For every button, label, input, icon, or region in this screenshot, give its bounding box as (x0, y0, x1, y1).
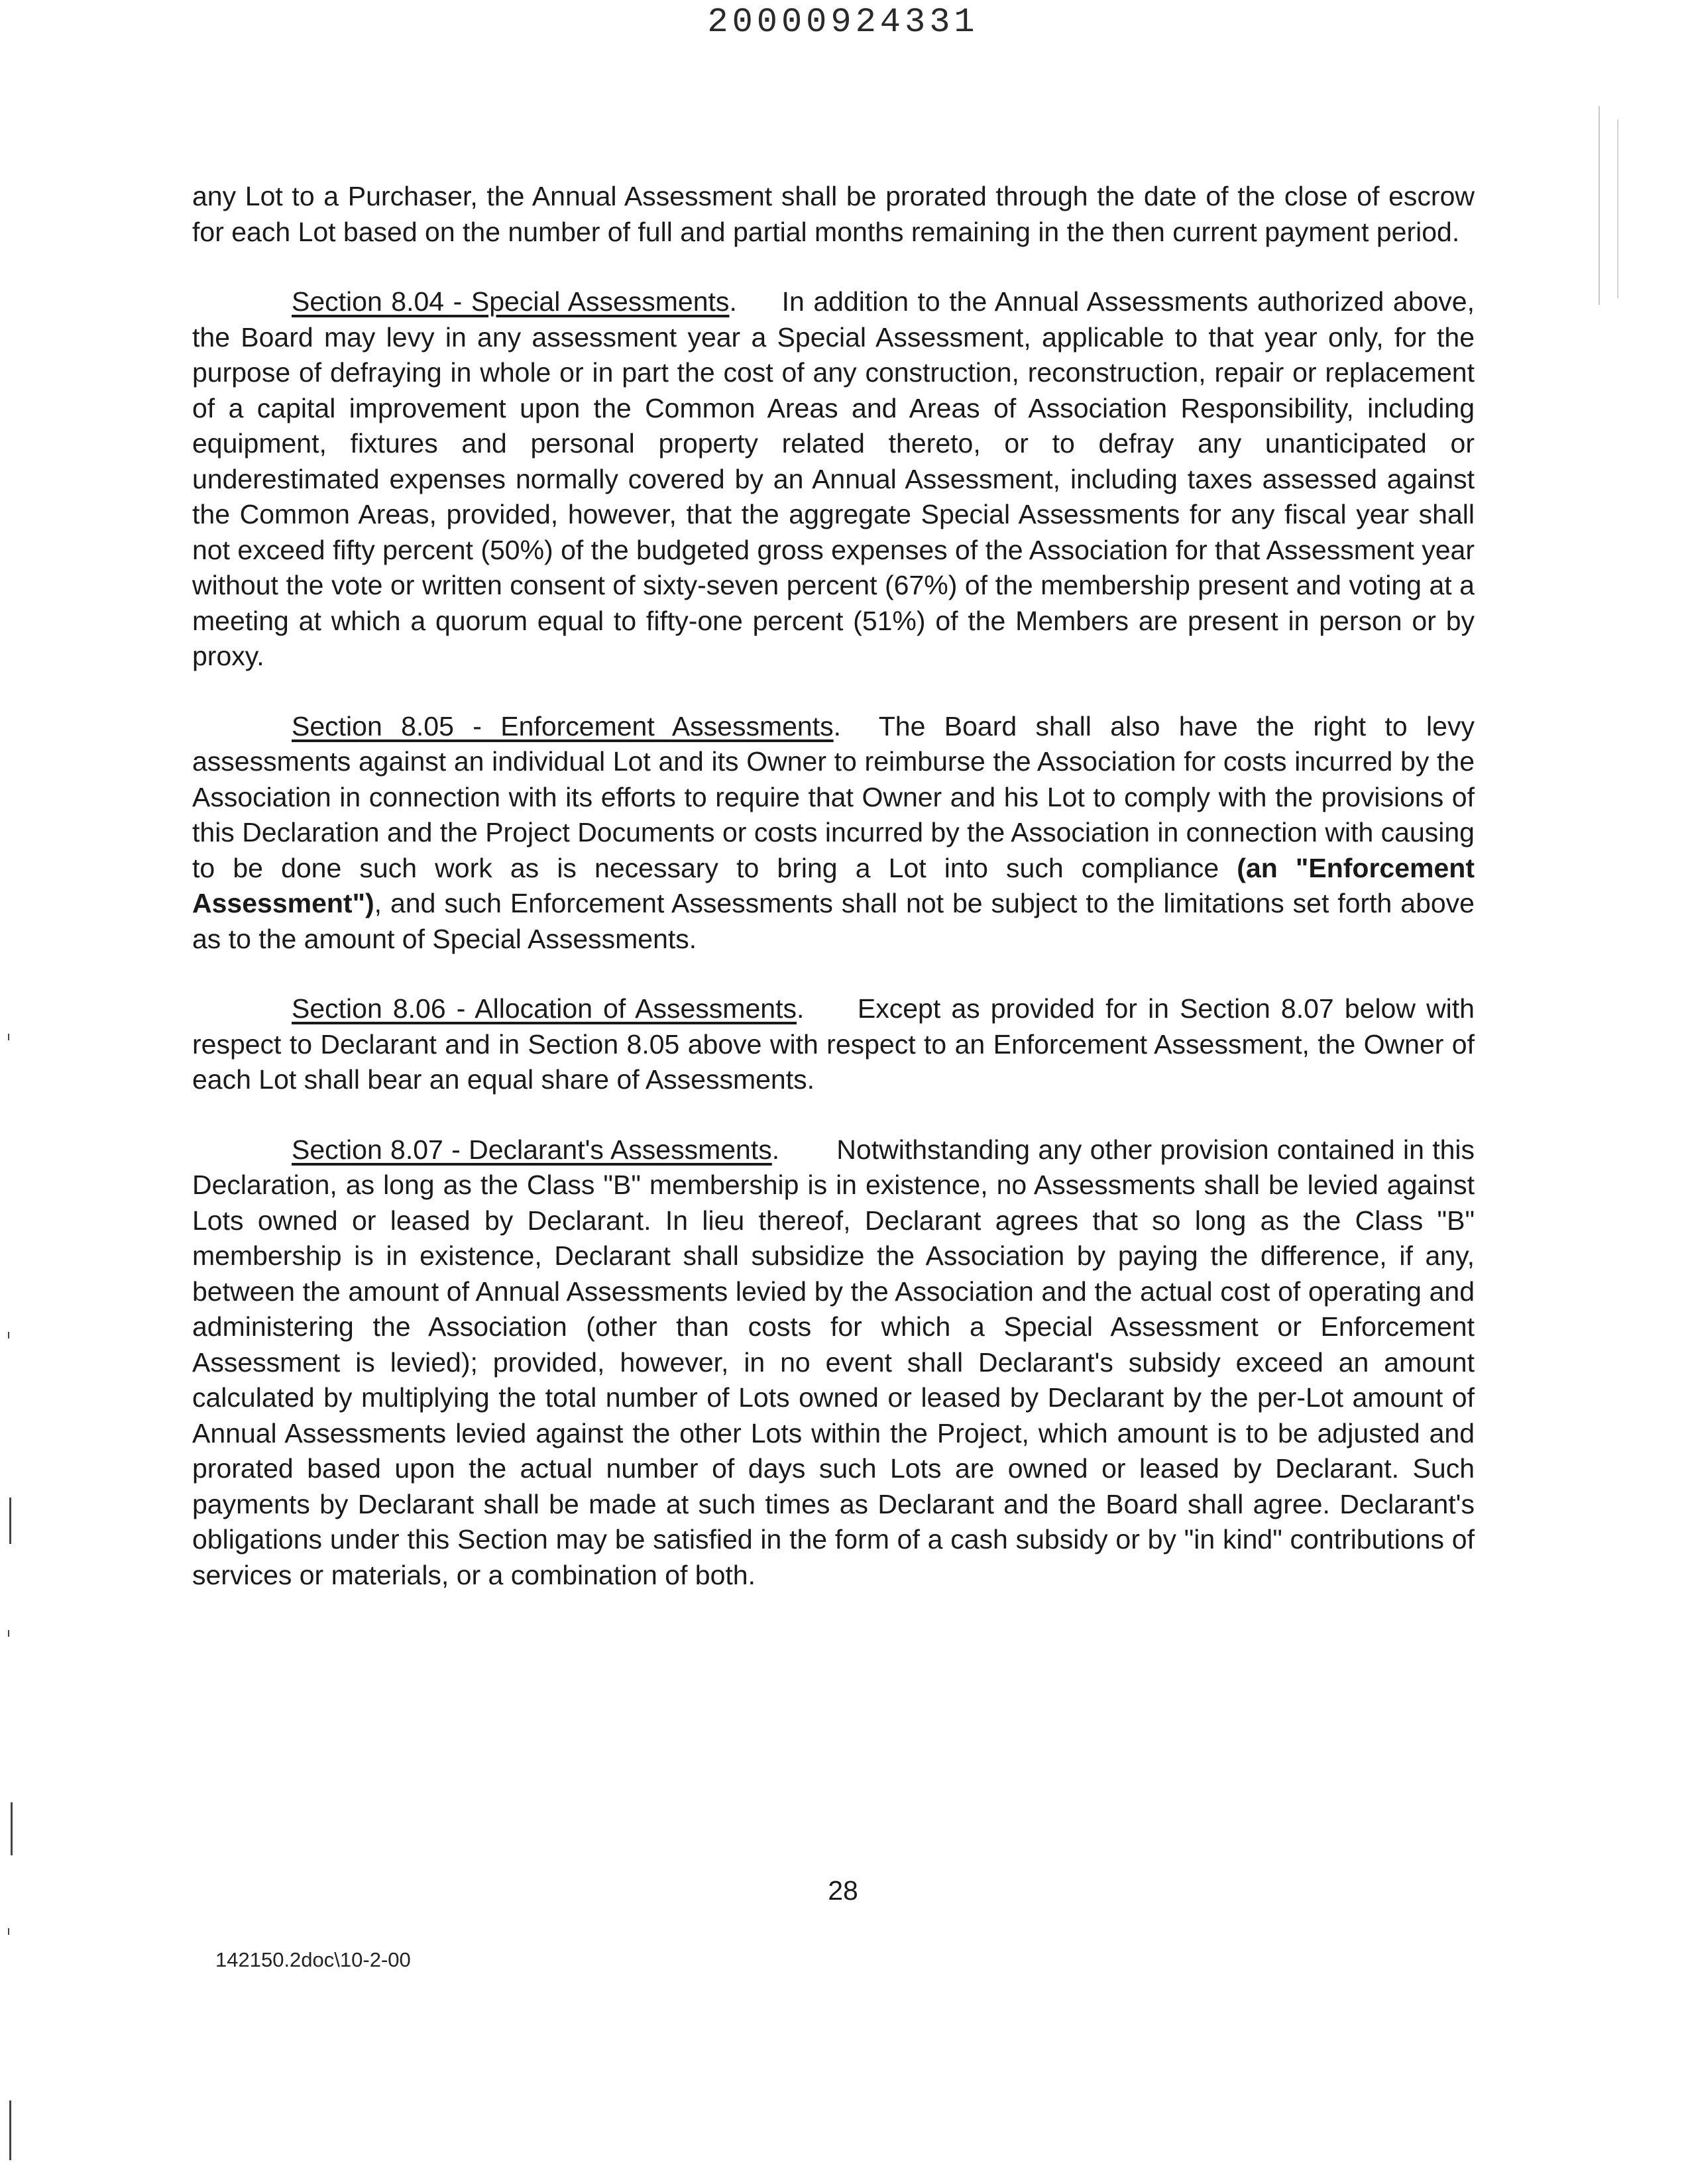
scan-artifact (8, 1630, 9, 1637)
section-heading-8-05: Section 8.05 - Enforcement Assessments (292, 710, 834, 741)
scan-artifact (8, 1034, 9, 1040)
scan-artifact (8, 1928, 9, 1935)
scan-artifact (1599, 106, 1600, 305)
scan-artifact (9, 1498, 11, 1544)
heading-punctuation: . (729, 286, 737, 317)
paragraph-text: The Board shall also have the right to levy assessments against an individual Lot and its Owner to reimburse the Association for costs incurred by the Association in connection with its efforts to require that Owner and his Lot to comply with the provisions of this Declaration and the Project Documents or costs incurred by the Association in connection with causing to be done such work as is necessary to bring a Lot into such compliance (192, 710, 1475, 883)
defined-term: (an "Enforcement Assessment") (192, 852, 1475, 918)
heading-punctuation: . (796, 993, 805, 1024)
paragraph-continuation (192, 179, 1475, 250)
paragraph-text: , and such Enforcement Assessments shall not be subject to the limitations set forth above as to the amount of Special Assessments. (192, 888, 1475, 954)
document-body (192, 179, 1475, 1627)
document-id: 20000924331 (707, 3, 979, 42)
heading-punctuation: . (833, 710, 842, 741)
scan-artifact (8, 1332, 9, 1338)
paragraph-section-8-04 (192, 284, 1475, 675)
paragraph-text: Except as provided for in Section 8.07 below with respect to Declarant and in Section 8.05 above with respect to an Enforcement Assessment, the Owner of each Lot shall bear an equal share of Assessments. (192, 993, 1475, 1095)
paragraph-text: In addition to the Annual Assessments authorized above, the Board may levy in any assessment year a Special Assessment, applicable to that year only, for the purpose of defraying in whole or in part the cost of any construction, reconstruction, repair or replacement of a capital improvement upon the Common Areas and Areas of Association Responsibility, including equipment, fixtures and personal property related thereto, or to defray any unanticipated or underestimated expenses normally covered by an Annual Assessment, including taxes assessed against the Common Areas, provided, however, that the aggregate Special Assessments for any fiscal year shall not exceed fifty percent (50%) of the budgeted gross expenses of the Association for that Assessment year without the vote or written consent of sixty-seven percent (67%) of the membership present and voting at a meeting at which a quorum equal to fifty-one percent (51%) of the Members are present in person or by proxy. (192, 286, 1475, 671)
heading-punctuation: . (771, 1134, 780, 1165)
paragraph-text: any Lot to a Purchaser, the Annual Assessment shall be prorated through the date of the close of escrow for each Lot based on the number of full and partial months remaining in the then current payment period. (192, 181, 1475, 247)
paragraph-text: Notwithstanding any other provision contained in this Declaration, as long as the Class "B" membership is in existence, no Assessments shall be levied against Lots owned or leased by Declarant. In lieu thereof, Declarant agrees that so long as the Class "B" membership is in existence, Declarant shall subsidize the Association by paying the difference, if any, between the amount of Annual Assessments levied by the Association and the actual cost of operating and administering the Association (other than costs for which a Special Assessment or Enforcement Assessment is levied); provided, however, in no event shall Declarant's subsidy exceed an amount calculated by multiplying the total number of Lots owned or leased by Declarant by the per-Lot amount of Annual Assessments levied against the other Lots within the Project, which amount is to be adjusted and prorated based upon the actual number of days such Lots are owned or leased by Declarant. Such payments by Declarant shall be made at such times as Declarant and the Board shall agree. Declarant's obligations under this Section may be satisfied in the form of a cash subsidy or by "in kind" contributions of services or materials, or a combination of both. (192, 1134, 1475, 1590)
scan-artifact (11, 1802, 13, 1855)
paragraph-section-8-06 (192, 991, 1475, 1098)
section-heading-8-06: Section 8.06 - Allocation of Assessments (292, 993, 797, 1024)
file-reference: 142150.2doc\10-2-00 (215, 1948, 411, 1971)
scan-artifact (9, 2101, 11, 2160)
paragraph-section-8-05 (192, 709, 1475, 957)
paragraph-section-8-07 (192, 1132, 1475, 1594)
scan-artifact (1617, 119, 1618, 298)
section-heading-8-07: Section 8.07 - Declarant's Assessments (292, 1134, 772, 1165)
section-heading-8-04: Section 8.04 - Special Assessments (292, 286, 730, 317)
page-number: 28 (828, 1875, 858, 1906)
